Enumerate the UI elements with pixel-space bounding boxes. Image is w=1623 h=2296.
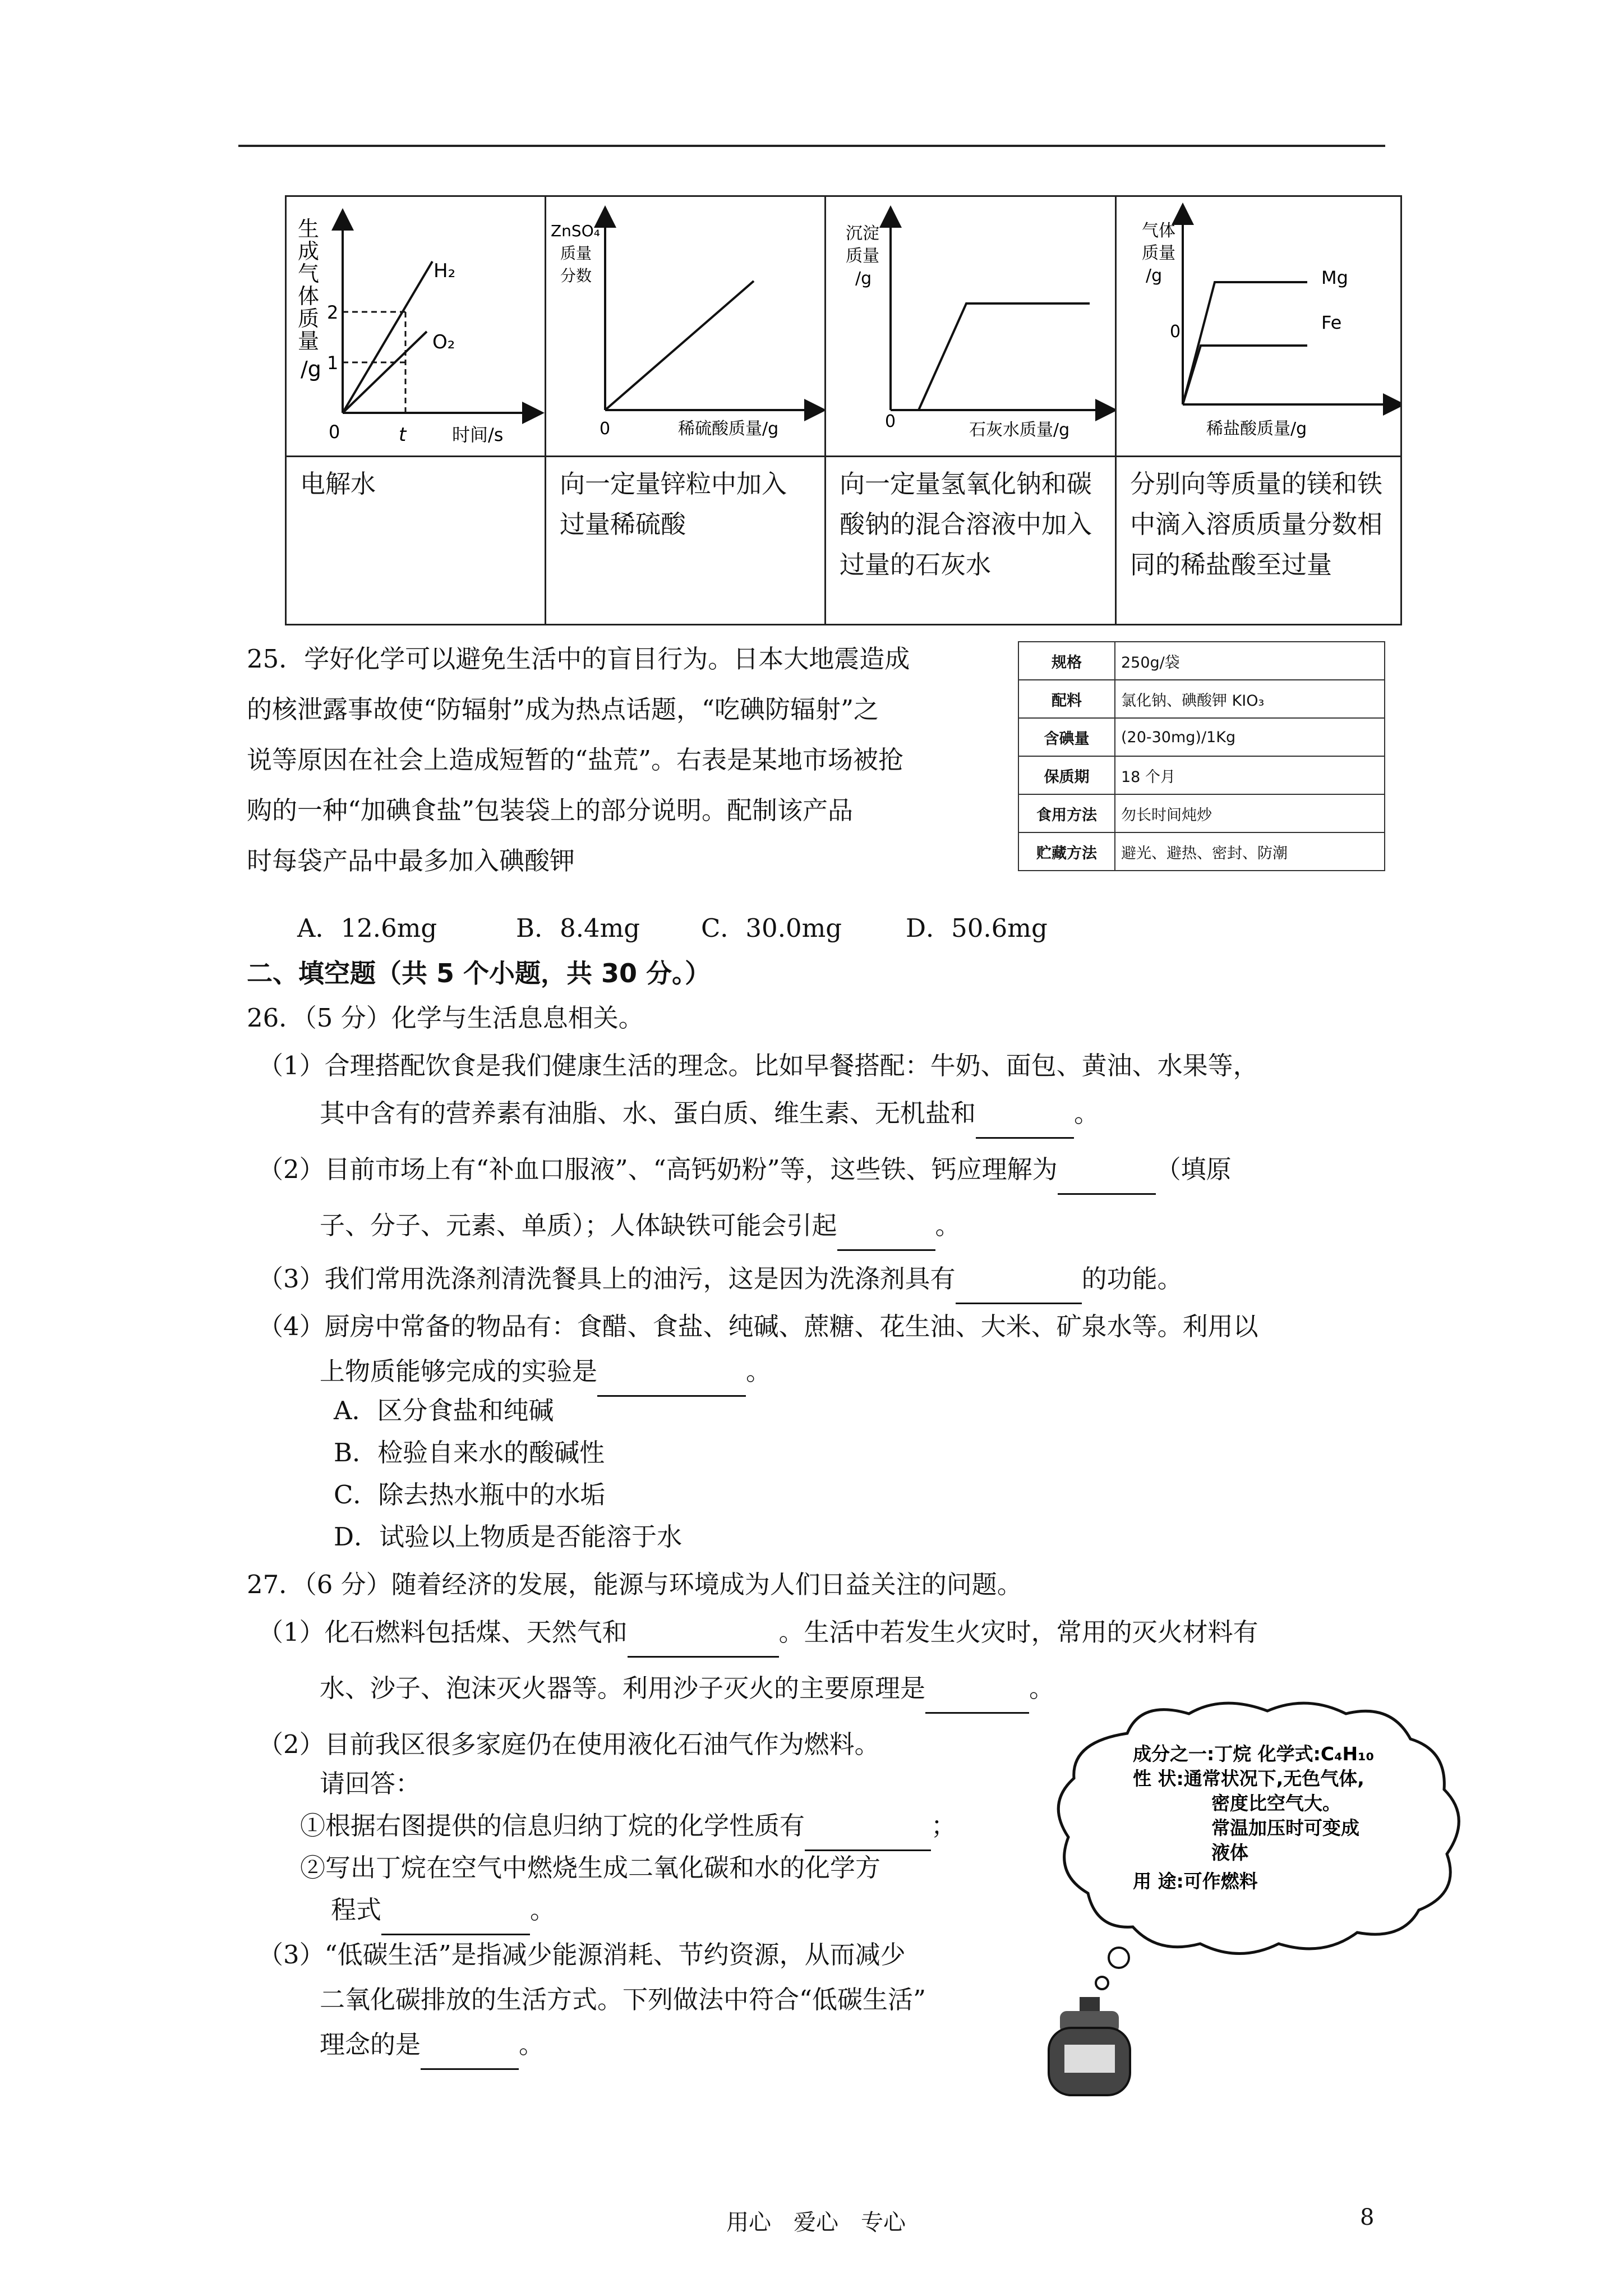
series-o2-label: O₂ xyxy=(432,331,455,353)
graph-cell-4 xyxy=(1116,196,1401,457)
blank-sand-principle[interactable] xyxy=(925,1687,1029,1714)
y-label-1: 气体 xyxy=(1142,221,1175,241)
salt-value: 氯化钠、碘酸钾 KIO₃ xyxy=(1115,680,1385,718)
graph-cell-3 xyxy=(826,196,1116,457)
salt-key: 规格 xyxy=(1018,642,1115,680)
series-mg-line xyxy=(1183,282,1307,404)
bubble-line-6: 用 途:可作燃料 xyxy=(1133,1870,1258,1892)
q27-title: 27．（6 分）随着经济的发展，能源与环境成为人们日益关注的问题。 xyxy=(247,1570,1022,1599)
y-label-7: /g xyxy=(301,357,321,381)
caption-3: 向一定量氢氧化钠和碳酸钠的混合溶液中加入过量的石灰水 xyxy=(826,457,1116,625)
y-label-5: 质 xyxy=(298,306,320,331)
q25-line-1: 25．学好化学可以避免生活中的盲目行为。日本大地震造成 xyxy=(247,644,910,674)
period: 。 xyxy=(1029,1673,1055,1703)
footer-motto: 用心 爱心 专心 xyxy=(726,2210,906,2235)
gas-cylinder-icon xyxy=(1049,1997,1130,2095)
x-label: 时间/s xyxy=(452,424,504,445)
blank-nutrient[interactable] xyxy=(976,1112,1074,1139)
salt-key: 贮藏方法 xyxy=(1018,832,1115,871)
period: 。 xyxy=(746,1356,772,1386)
q27-p2e-text: 程式 xyxy=(331,1895,382,1925)
q25-option-d: D．50.6mg xyxy=(906,913,1048,943)
graph-zinc xyxy=(546,197,824,453)
q27-p1a-tail: 。生活中若发生火灾时，常用的灭火材料有 xyxy=(778,1617,1258,1647)
y-label-1: 生 xyxy=(298,217,320,241)
graph-cell-1 xyxy=(286,196,546,457)
period: 。 xyxy=(935,1211,961,1240)
q25-line-3: 说等原因在社会上造成短暂的“盐荒”。右表是某地市场被抢 xyxy=(247,745,904,775)
tick-1: 1 xyxy=(327,352,339,374)
series-fe-line xyxy=(1183,346,1307,404)
x-label: 稀盐酸质量/g xyxy=(1206,419,1307,439)
graph-cell-2 xyxy=(546,196,826,457)
y-label-2: 成 xyxy=(298,239,320,264)
q27-p2b: 请回答： xyxy=(320,1769,421,1798)
q25-option-c: C．30.0mg xyxy=(701,913,842,943)
graph-electrolysis xyxy=(287,197,545,453)
blank-iron-deficiency[interactable] xyxy=(837,1225,935,1251)
page-number: 8 xyxy=(1360,2205,1375,2230)
bubble-dot-1 xyxy=(1109,1948,1129,1968)
salt-value: 勿长时间炖炒 xyxy=(1115,794,1385,832)
y-label-2: 质量 xyxy=(560,244,592,263)
section-title: 二、填空题（共 5 个小题，共 30 分。） xyxy=(247,958,711,988)
bubble-line-2: 性 状:通常状况下,无色气体, xyxy=(1133,1768,1364,1789)
y-label-3: /g xyxy=(855,269,872,288)
q26-p2b xyxy=(320,1200,961,1251)
y-label-4: 体 xyxy=(298,284,320,309)
y-label-2: 质量 xyxy=(846,246,879,266)
q27-p1b-text: 水、沙子、泡沫灭火器等。利用沙子灭火的主要原理是 xyxy=(320,1673,926,1703)
graph-precipitate xyxy=(826,197,1115,453)
caption-1: 电解水 xyxy=(286,457,546,625)
bubble-dot-2 xyxy=(1096,1977,1108,1989)
origin-label: 0 xyxy=(329,421,340,443)
series-fe-label: Fe xyxy=(1321,312,1342,333)
y-label-2: 质量 xyxy=(1142,243,1175,263)
q27-p1a xyxy=(258,1607,1258,1658)
blank-low-carbon[interactable] xyxy=(421,2044,519,2070)
salt-label-table xyxy=(1018,641,1385,871)
q26-opt-a: A．区分食盐和纯碱 xyxy=(334,1396,554,1425)
graph-metals xyxy=(1117,197,1400,453)
y-label-6: 量 xyxy=(298,329,320,353)
y-label-3: /g xyxy=(1146,266,1163,286)
q27-p2d: ②写出丁烷在空气中燃烧生成二氧化碳和水的化学方 xyxy=(300,1853,881,1883)
blank-detergent[interactable] xyxy=(956,1278,1082,1304)
x-label: 石灰水质量/g xyxy=(969,420,1070,440)
q25-line-5: 时每袋产品中最多加入碘酸钾 xyxy=(247,846,575,876)
q26-p1b-text: 其中含有的营养素有油脂、水、蛋白质、维生素、无机盐和 xyxy=(320,1098,976,1128)
bubble-line-4: 常温加压时可变成 xyxy=(1211,1817,1359,1839)
salt-value: 避光、避热、密封、防潮 xyxy=(1115,832,1385,871)
q27-p3c xyxy=(320,2019,544,2070)
q27-p2c-text: ①根据右图提供的信息归纳丁烷的化学性质有 xyxy=(300,1811,805,1841)
q26-opt-d: D．试验以上物质是否能溶于水 xyxy=(334,1522,683,1552)
origin-label: 0 xyxy=(885,412,896,431)
x-label: 稀硫酸质量/g xyxy=(678,419,779,439)
q26-p2a-tail: （填原 xyxy=(1155,1154,1232,1184)
q27-p1a-text: （1）化石燃料包括煤、天然气和 xyxy=(258,1617,628,1647)
y-label-1: 沉淀 xyxy=(846,224,879,243)
bubble-line-3: 密度比空气大。 xyxy=(1211,1792,1341,1814)
series-line xyxy=(891,303,1090,410)
q26-p2a-text: （2）目前市场上有“补血口服液”、“高钙奶粉”等，这些铁、钙应理解为 xyxy=(258,1154,1058,1184)
blank-experiment[interactable] xyxy=(597,1370,746,1397)
header-rule xyxy=(238,145,1385,147)
butane-illustration xyxy=(1043,1694,1486,2098)
q26-p3a-tail: 的功能。 xyxy=(1081,1264,1183,1294)
blank-fossil-fuel[interactable] xyxy=(628,1631,779,1658)
q25-option-a: A．12.6mg xyxy=(297,913,437,943)
q26-opt-b: B．检验自来水的酸碱性 xyxy=(334,1438,605,1467)
q26-opt-c: C．除去热水瓶中的水垢 xyxy=(334,1480,606,1510)
series-line xyxy=(605,281,754,410)
q26-p3a xyxy=(258,1254,1183,1304)
q27-p2a: （2）目前我区很多家庭仍在使用液化石油气作为燃料。 xyxy=(258,1729,880,1759)
bubble-line-5: 液体 xyxy=(1211,1842,1248,1864)
series-h2-line xyxy=(343,261,432,413)
q26-p1a: （1）合理搭配饮食是我们健康生活的理念。比如早餐搭配：牛奶、面包、黄油、水果等， xyxy=(258,1051,1258,1080)
salt-key: 配料 xyxy=(1018,680,1115,718)
period: 。 xyxy=(1074,1098,1100,1128)
q26-p4b-text: 上物质能够完成的实验是 xyxy=(320,1356,598,1386)
y-label-1: ZnSO₄ xyxy=(551,222,600,240)
q27-p3b: 二氧化碳排放的生活方式。下列做法中符合“低碳生活” xyxy=(320,1985,926,2014)
salt-key: 含碘量 xyxy=(1018,718,1115,756)
cylinder-label xyxy=(1064,2045,1115,2073)
q25-line-4: 购的一种“加碘食盐”包装袋上的部分说明。配制该产品 xyxy=(247,795,854,825)
y-label-3: 气 xyxy=(298,261,320,286)
bubble-line-1: 成分之一:丁烷 化学式:C₄H₁₀ xyxy=(1133,1743,1375,1765)
salt-value: 18 个月 xyxy=(1115,756,1385,794)
q27-p1b xyxy=(320,1663,1054,1714)
q26-p2b-text: 子、分子、元素、单质）；人体缺铁可能会引起 xyxy=(320,1211,837,1240)
blank-element[interactable] xyxy=(1058,1168,1156,1195)
q27-p2e xyxy=(331,1885,555,1935)
tick-2: 2 xyxy=(327,302,339,323)
y-label-3: 分数 xyxy=(560,266,592,285)
q26-p3a-text: （3）我们常用洗涤剂清洗餐具上的油污，这是因为洗涤剂具有 xyxy=(258,1264,956,1294)
period: 。 xyxy=(530,1895,556,1925)
origin-label: 0 xyxy=(1170,322,1181,342)
series-mg-label: Mg xyxy=(1321,267,1348,288)
salt-key: 食用方法 xyxy=(1018,794,1115,832)
graphs-table xyxy=(285,195,1402,625)
salt-value: (20-30mg)/1Kg xyxy=(1115,718,1385,756)
q26-p2a xyxy=(258,1144,1232,1195)
q25-option-b: B．8.4mg xyxy=(516,913,640,943)
series-h2-label: H₂ xyxy=(434,260,456,282)
q26-p1b xyxy=(320,1088,1099,1139)
salt-value: 250g/袋 xyxy=(1115,642,1385,680)
salt-key: 保质期 xyxy=(1018,756,1115,794)
q26-title: 26．（5 分）化学与生活息息相关。 xyxy=(247,1003,644,1033)
semicolon: ； xyxy=(931,1811,957,1841)
q26-p4a: （4）厨房中常备的物品有：食醋、食盐、纯碱、蔗糖、花生油、大米、矿泉水等。利用以 xyxy=(258,1312,1258,1341)
q27-p3a: （3）“低碳生活”是指减少能源消耗、节约资源，从而减少 xyxy=(258,1940,906,1970)
tick-t: t xyxy=(399,424,407,446)
origin-label: 0 xyxy=(600,419,611,439)
period: 。 xyxy=(519,2030,545,2059)
q25-line-2: 的核泄露事故使“防辐射”成为热点话题，“吃碘防辐射”之 xyxy=(247,694,879,724)
caption-4: 分别向等质量的镁和铁中滴入溶质质量分数相同的稀盐酸至过量 xyxy=(1116,457,1401,625)
q27-p3c-text: 理念的是 xyxy=(320,2030,421,2059)
caption-2: 向一定量锌粒中加入过量稀硫酸 xyxy=(546,457,826,625)
